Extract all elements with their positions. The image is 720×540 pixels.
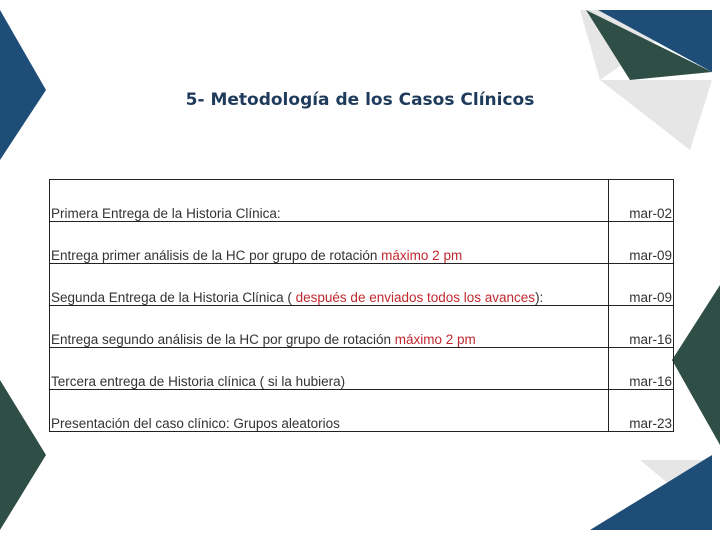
activity-cell — [50, 348, 609, 390]
activity-cell — [50, 222, 609, 264]
date-cell: mar-23 — [609, 390, 674, 432]
date-cell: mar-16 — [609, 306, 674, 348]
date-cell: mar-09 — [609, 222, 674, 264]
activity-cell — [50, 306, 609, 348]
activity-text: Tercera entrega de Historia clínica ( si la hubiera) — [51, 374, 346, 389]
date-cell: mar-16 — [609, 348, 674, 390]
left-top-navy-triangle — [0, 10, 46, 160]
activity-text: Entrega segundo análisis de la HC por grupo de rotación — [51, 332, 395, 347]
activity-cell — [50, 390, 609, 432]
schedule-table — [49, 179, 674, 432]
right-green-triangle — [672, 285, 720, 445]
schedule-rows — [50, 180, 674, 432]
activity-text: Primera Entrega de la Historia Clínica: — [51, 206, 281, 221]
activity-text: Segunda Entrega de la Historia Clínica ( — [51, 290, 296, 305]
table-row — [50, 348, 674, 390]
page-title: 5- Metodología de los Casos Clínicos — [185, 90, 535, 110]
activity-highlight: máximo 2 pm — [381, 248, 463, 263]
activity-cell — [50, 180, 609, 222]
table-row — [50, 306, 674, 348]
left-bottom-green-triangle — [0, 380, 46, 530]
table-row — [50, 180, 674, 222]
activity-text: Presentación del caso clínico: Grupos aleatorios — [51, 416, 340, 431]
activity-text: Entrega primer análisis de la HC por grupo de rotación — [51, 248, 382, 263]
table-row — [50, 222, 674, 264]
activity-text-end: ): — [535, 290, 544, 305]
date-cell: mar-02 — [609, 180, 674, 222]
activity-cell — [50, 264, 609, 306]
date-cell: mar-09 — [609, 264, 674, 306]
activity-highlight: después de enviados todos los avances — [295, 290, 536, 305]
table-row — [50, 390, 674, 432]
table-row — [50, 264, 674, 306]
activity-highlight: máximo 2 pm — [394, 332, 476, 347]
